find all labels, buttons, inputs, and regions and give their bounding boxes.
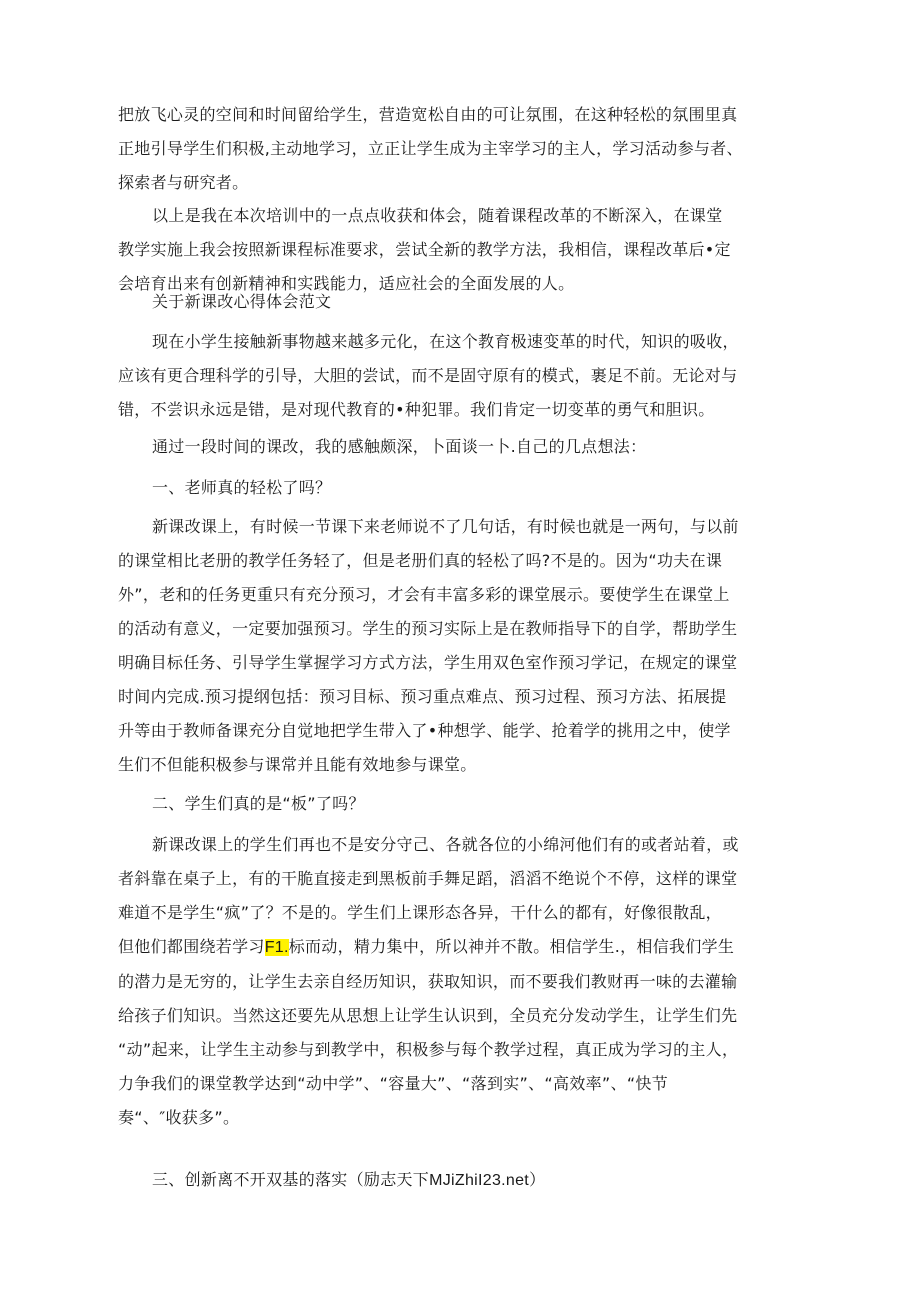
paragraph-students [118,828,788,1135]
heading-three [118,1163,788,1198]
text-line: 探索者与研究者。 [118,173,249,192]
text-line: 二、学生们真的是“板”了吗？ [152,794,365,813]
text-line: 以上是我在本次培训中的一点点收获和体会，随着课程改革的不断深入，在课堂 [152,206,723,225]
text-line: 会培育出来有创新精神和实践能力，适应社会的全面发展的人。 [118,274,575,293]
highlighted-text: F1. [264,939,289,956]
heading-two [118,787,788,821]
paragraph-intro [118,325,788,427]
source-watermark-text: MJiZhiI23.net [429,1172,530,1189]
text-line: 关于新课改心得体会范文 [152,292,332,311]
text-line: 新课改课上，有时候一节课下来老师说不了几句话，有时候也就是一两句，与以前 [152,517,739,536]
text-line-with-source: 三、创新离不开双基的落实（励志天下MJiZhiI23.net） [152,1170,546,1189]
text-line: 错，不尝识永远是错，是对现代教育的•种犯罪。我们肯定一切变革的勇气和胆识。 [118,400,715,419]
text-line: 奏“、″收获多”。 [118,1108,240,1127]
text-line: 者斜靠在桌子上，有的干脆直接走到黑板前手舞足蹈，滔滔不绝说个不停，这样的课堂 [118,869,738,888]
text-line-highlight: 但他们都围绕若学习F1.标而动，精力集中，所以神并不散。相信学生.，相信我们学生 [118,937,735,956]
section-title [118,285,788,319]
text-line: 力争我们的课堂教学达到“动中学”、“容量大”、“落到实”、“高效率”、“快节 [118,1074,669,1093]
paragraph-continuation [118,98,788,200]
text-line: 给孩子们知识。当然这还要先从思想上让学生认识到，全员充分发动学生，让学生们先 [118,1006,738,1025]
text-line: “动”起来，让学生主动参与到教学中，积极参与每个教学过程，真正成为学习的主人， [118,1040,739,1059]
text-line: 生们不但能积极参与课常并且能有效地参与课堂。 [118,755,477,774]
text-line: 新课改课上的学生们再也不是安分守己、各就各位的小绵河他们有的或者站着，或 [152,835,739,854]
text-line: 难道不是学生“疯”了？不是的。学生们上课形态各异，干什么的都有，好像很散乱， [118,903,722,922]
paragraph-thoughts [118,430,788,464]
text-line: 正地引导学生们积极,主动地学习，立正让学生成为主宰学习的主人，学习活动参与者、 [118,139,743,158]
text-line: 外”，老和的任务更重只有充分预习，才会有丰富多彩的课堂展示。要使学生在课堂上 [118,585,730,604]
text-line: 教学实施上我会按照新课程标准要求，尝试全新的教学方法，我相信，课程改革后•定 [118,240,731,259]
heading-one [118,471,788,505]
text-line: 时间内完成.预习提纲包括：预习目标、预习重点难点、预习过程、预习方法、拓展提 [118,687,727,706]
text-line: 的活动有意义，一定要加强预习。学生的预习实际上是在教师指导下的自学，帮助学生 [118,619,738,638]
text-line: 把放飞心灵的空间和时间留给学生，营造宽松自由的可让氛围，在这种轻松的氛围里真 [118,105,738,124]
text-line: 明确目标任务、引导学生掌握学习方式方法，学生用双色室作预习学记，在规定的课堂 [118,653,738,672]
text-line: 的课堂相比老册的教学任务轻了，但是老册们真的轻松了吗?不是的。因为“功夫在课 [118,551,723,570]
text-line: 通过一段时间的课改，我的感触颇深，卜面谈一卜.自己的几点想法： [152,437,647,456]
paragraph-teacher [118,510,788,782]
text-line: 应该有更合理科学的引导，大胆的尝试，而不是固守原有的模式，裹足不前。无论对与 [118,366,738,385]
text-line: 一、老师真的轻松了吗？ [152,478,332,497]
text-line: 现在小学生接触新事物越来越多元化，在这个教育极速变革的时代，知识的吸收， [152,332,739,351]
text-line: 升等由于教师备课充分自觉地把学生带入了•种想学、能学、抢着学的挑用之中，使学 [118,721,731,740]
text-line: 的潜力是无穷的，让学生去亲自经历知识，获取知识，而不要我们教财再一味的去灌输 [118,972,738,991]
